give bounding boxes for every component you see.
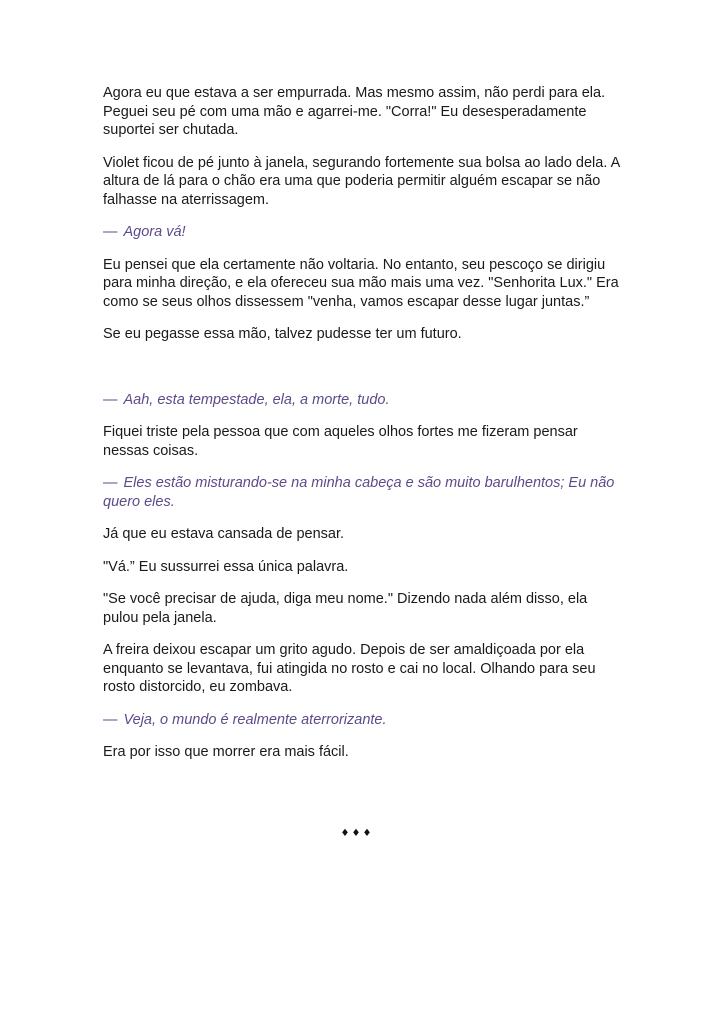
dialogue-dash: —: [103, 391, 118, 408]
dialogue-line: [103, 391, 623, 410]
dialogue-line: [103, 474, 623, 511]
dialogue-text: Veja, o mundo é realmente aterrorizante.: [123, 711, 387, 728]
paragraph: "Vá.” Eu sussurrei essa única palavra.: [103, 558, 349, 575]
dialogue-dash: —: [103, 475, 118, 491]
scene-break-diamonds: ♦♦♦: [340, 828, 374, 839]
dialogue-text: Aah, esta tempestade, ela, a morte, tudo.: [123, 391, 390, 408]
dialogue-line: [103, 223, 623, 242]
paragraph: "Se você precisar de ajuda, diga meu nome." Dizendo nada além disso, ela pulou pela janela.: [103, 591, 588, 626]
chapter-text: [103, 84, 623, 776]
paragraph: Era por isso que morrer era mais fácil.: [103, 744, 349, 760]
dialogue-line: [103, 711, 623, 730]
paragraph: Violet ficou de pé junto à janela, segurando fortemente sua bolsa ao lado dela. A altura de lá para o chão era uma que poderia permitir alguém escapar se não falhasse na aterrissagem.: [103, 154, 620, 208]
dialogue-dash: —: [103, 224, 118, 240]
paragraph: A freira deixou escapar um grito agudo. Depois de ser amaldiçoada por ela enquanto se levantava, fui atingida no rosto e cai no local. Olhando para seu rosto distorcido, eu zombava.: [103, 642, 596, 695]
paragraph: Eu pensei que ela certamente não voltaria. No entanto, seu pescoço se dirigiu para minha direção, e ela ofereceu sua mão mais uma vez. "Senhorita Lux." Era como se seus olhos dissessem "venha, vamos escapar desse lugar juntas.”: [103, 256, 619, 310]
dialogue-dash: —: [103, 711, 118, 728]
paragraph: Fiquei triste pela pessoa que com aqueles olhos fortes me fizeram pensar nessas coisas.: [103, 424, 578, 459]
section-gap: [103, 358, 623, 391]
dialogue-text: Eles estão misturando-se na minha cabeça e são muito barulhentos; Eu não quero eles.: [103, 475, 615, 510]
paragraph: Já que eu estava cansada de pensar.: [103, 526, 345, 542]
paragraph: Agora eu que estava a ser empurrada. Mas mesmo assim, não perdi para ela. Peguei seu pé com uma mão e agarrei-me. "Corra!" Eu desesperadamente suportei ser chutada.: [103, 85, 606, 138]
dialogue-text: Agora vá!: [123, 224, 186, 240]
paragraph: Se eu pegasse essa mão, talvez pudesse ter um futuro.: [103, 326, 462, 342]
